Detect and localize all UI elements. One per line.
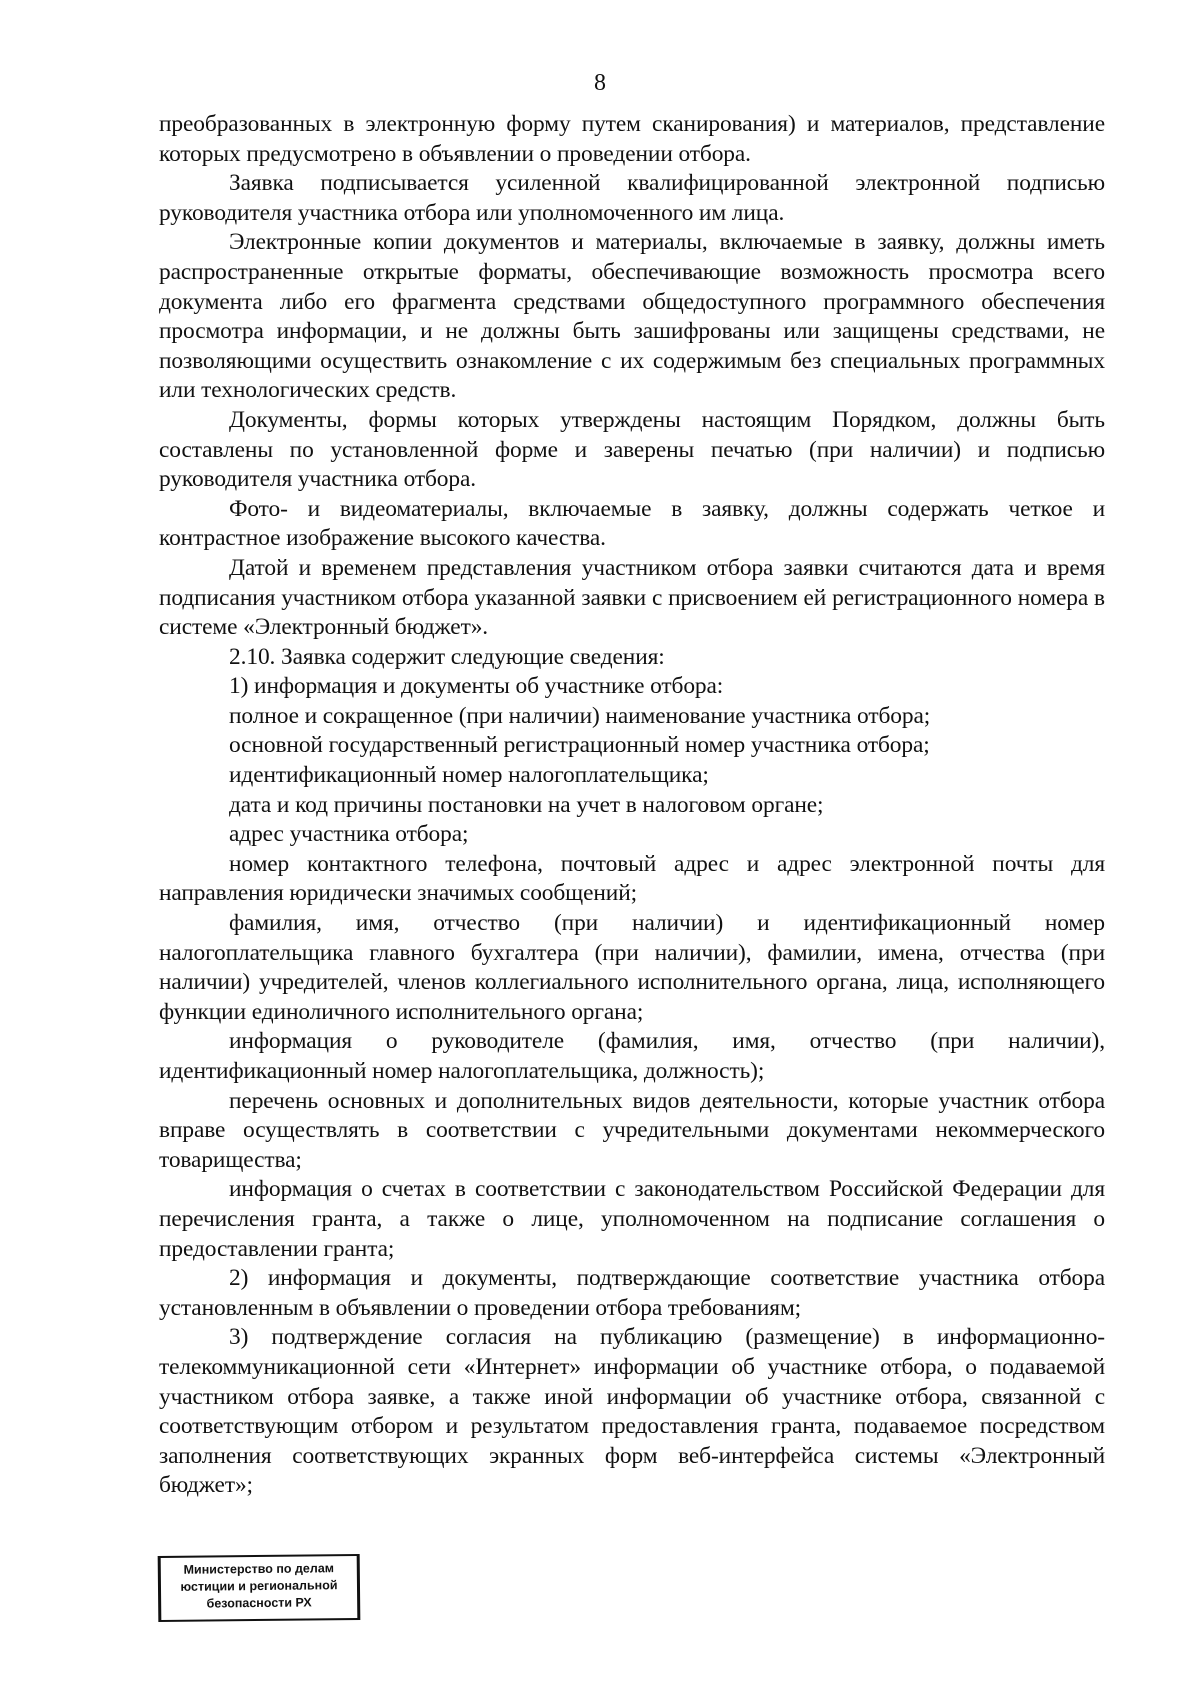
paragraph-continuation: преобразованных в электронную форму путем сканирования) и материалов, представление которых предусмотрено в объявлении о проведении отбора. bbox=[159, 111, 1105, 167]
paragraph-electronic-copies: Электронные копии документов и материалы, включаемые в заявку, должны иметь распространенные открытые форматы, обеспечивающие возможность просмотра всего документа либо его фрагмента средствами общедоступного программного обеспечения просмотра информации, и не должны быть зашифрованы или защищены средствами, не позволяющими осуществить ознакомление с их содержимым без специальных программных или технологических средств. bbox=[159, 229, 1105, 404]
paragraph-approved-forms: Документы, формы которых утверждены настоящим Порядком, должны быть составлены по установленной форме и заверены печатью (при наличии) и подписью руководителя участника отбора. bbox=[159, 406, 1105, 493]
document-body bbox=[159, 110, 1105, 1501]
page-number: 8 bbox=[594, 70, 606, 96]
ministry-stamp bbox=[158, 1554, 361, 1622]
paragraph-signature-requirement: Заявка подписывается усиленной квалифицированной электронной подписью руководителя участника отбора или уполномоченного им лица. bbox=[159, 170, 1105, 226]
stamp-line-3: безопасности РХ bbox=[206, 1595, 312, 1611]
list-subitem-ogrn: основной государственный регистрационный номер участника отбора; bbox=[229, 732, 930, 759]
stamp-line-2: юстиции и региональной bbox=[180, 1578, 338, 1594]
list-subitem-accounts: информация о счетах в соответствии с законодательством Российской Федерации для перечисления гранта, а также о лице, уполномоченном на подписание соглашения о предоставлении гранта; bbox=[159, 1176, 1105, 1262]
list-subitem-officers: фамилия, имя, отчество (при наличии) и идентификационный номер налогоплательщика главного бухгалтера (при наличии), фамилии, имена, отчества (при наличии) учредителей, членов коллегиального исполнительного органа, лица, исполняющего функции единоличного исполнительного органа; bbox=[159, 910, 1105, 1025]
list-subitem-director: информация о руководителе (фамилия, имя, отчество (при наличии), идентификационный номер налогоплательщика, должность); bbox=[159, 1028, 1105, 1084]
paragraph-section-2-10: 2.10. Заявка содержит следующие сведения: bbox=[229, 643, 665, 670]
list-item-2: 2) информация и документы, подтверждающие соответствие участника отбора установленным в объявлении о проведении отбора требованиям; bbox=[159, 1265, 1105, 1321]
paragraph-submission-date: Датой и временем представления участником отбора заявки считаются дата и время подписания участником отбора указанной заявки с присвоением ей регистрационного номера в системе «Электронный бюджет». bbox=[159, 554, 1105, 641]
list-subitem-contacts: номер контактного телефона, почтовый адрес и адрес электронной почты для направления юридически значимых сообщений; bbox=[159, 850, 1105, 907]
list-item-3: 3) подтверждение согласия на публикацию (размещение) в информационно-телекоммуникационной сети «Интернет» информации об участнике отбора, о подаваемой участником отбора заявке, а также иной информации об участнике отбора, связанной с соответствующим отбором и результатом предоставления гранта, подаваемое посредством заполнения соответствующих экранных форм веб-интерфейса системы «Электронный бюджет»; bbox=[159, 1324, 1105, 1499]
stamp-line-1: Министерство по делам bbox=[183, 1561, 335, 1577]
list-subitem-name: полное и сокращенное (при наличии) наименование участника отбора; bbox=[229, 702, 931, 729]
list-item-1: 1) информация и документы об участнике отбора: bbox=[229, 673, 724, 700]
list-subitem-activities: перечень основных и дополнительных видов деятельности, которые участник отбора вправе осуществлять в соответствии с учредительными документами некоммерческого товарищества; bbox=[159, 1087, 1105, 1173]
paragraph-photo-video: Фото- и видеоматериалы, включаемые в заявку, должны содержать четкое и контрастное изображение высокого качества. bbox=[159, 495, 1105, 552]
list-subitem-address: адрес участника отбора; bbox=[229, 821, 469, 848]
list-subitem-inn: идентификационный номер налогоплательщика; bbox=[229, 762, 709, 789]
list-subitem-kpp: дата и код причины постановки на учет в налоговом органе; bbox=[229, 791, 824, 818]
